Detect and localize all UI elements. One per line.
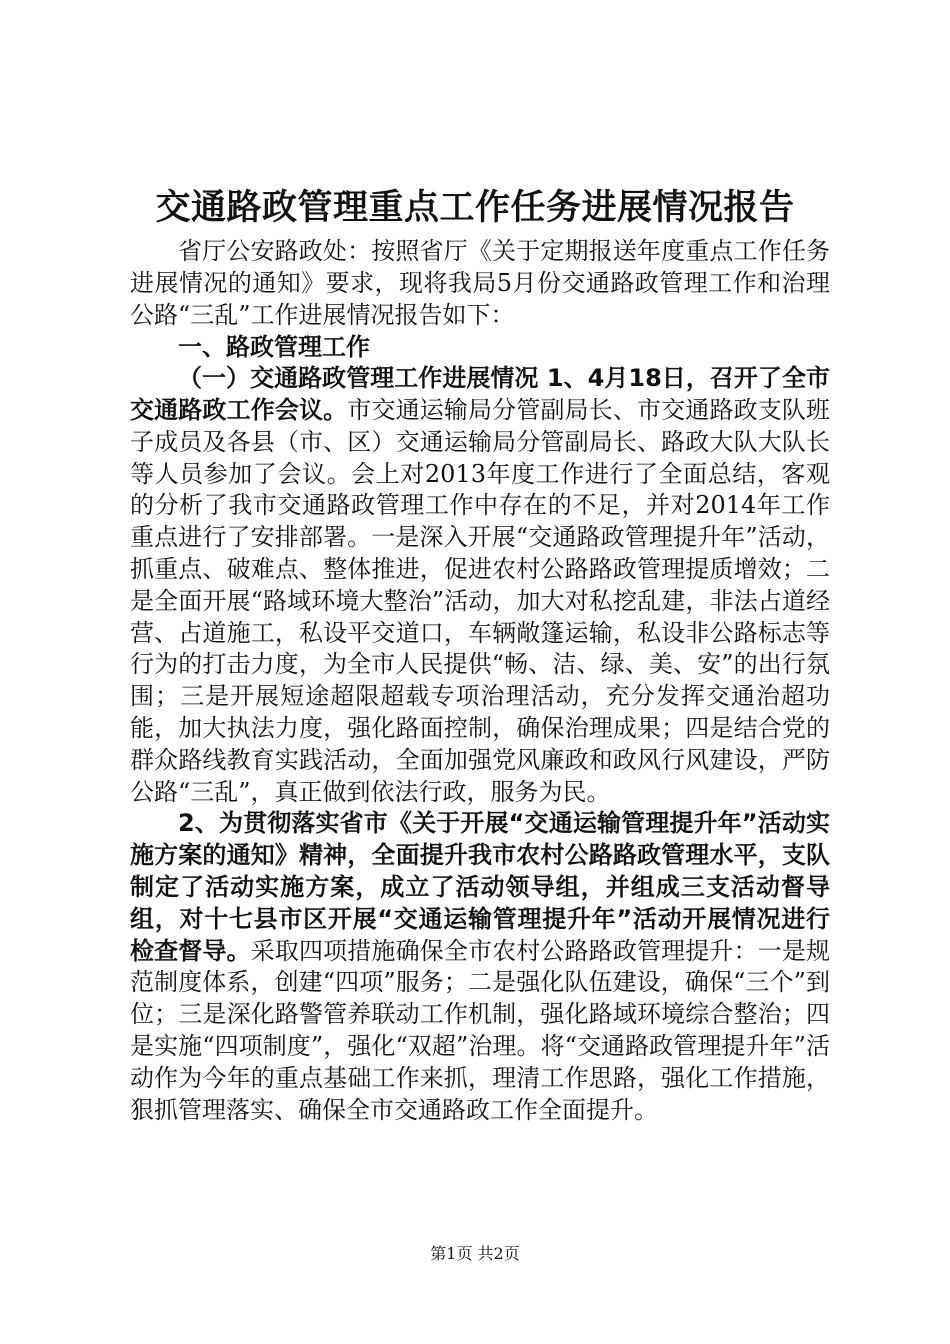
section-heading: 一、路政管理工作 [178, 332, 370, 362]
paragraph-1-text: 市交通运输局分管副局长、市交通路政支队班子成员及各县（市、区）交通运输局分管副局长、路政大队大队长等人员参加了会议。会上对2013年度工作进行了全面总结，客观的分析了我市交通路政管理工作中存在的不足，并对2014年工作重点进行了安排部署。一是深入开展“交通路政管理提升年”活动，抓重点、破难点、整体推进，促进农村公路路政管理提质增效；二是全面开展“路域环境大整治”活动，加大对私挖乱建，非法占道经营、占道施工，私设平交道口，车辆敞篷运输，私设非公路标志等行为的打击力度，为全市人民提供“畅、洁、绿、美、安”的出行氛围；三是开展短途超限超载专项治理活动，充分发挥交通治超功能，加大执法力度，强化路面控制，确保治理成果；四是结合党的群众路线教育实践活动，全面加强党风廉政和政风行风建设，严防公路“三乱”，真正做到依法行政，服务为民。 [130, 395, 831, 806]
paragraph-2-lead: 2、为贯彻落实省市《关于开展“交通运输管理提升年”活动实施方案的通知》精神，全面提升我市农村公路路政管理水平，支队制定了活动实施方案，成立了活动领导组，并组成三支活动督导组，对十七县市区开展“交通运输管理提升年”活动开展情况进行检查督导。 [130, 809, 830, 965]
paragraph-1 [130, 363, 830, 808]
paragraph-2 [130, 808, 830, 1126]
document-title: 交通路政管理重点工作任务进展情况报告 [155, 187, 795, 228]
paragraph-1-lead: （一）交通路政管理工作进展情况 1、4月18日，召开了全市交通路政工作会议。 [130, 364, 830, 424]
document-body [130, 236, 830, 1126]
page-footer: 第1页 共2页 [430, 1244, 520, 1263]
intro-paragraph: 省厅公安路政处：按照省厅《关于定期报送年度重点工作任务进展情况的通知》要求，现将我局5月份交通路政管理工作和治理公路“三乱”工作进展情况报告如下： [130, 237, 830, 329]
paragraph-2-text: 采取四项措施确保全市农村公路路政管理提升：一是规范制度体系，创建“四项”服务；二是强化队伍建设，确保“三个”到位；三是深化路警管养联动工作机制，强化路域环境综合整治；四是实施“四项制度”，强化“双超”治理。将“交通路政管理提升年”活动作为今年的重点基础工作来抓，理清工作思路，强化工作措施，狠抓管理落实、确保全市交通路政工作全面提升。 [130, 936, 831, 1124]
